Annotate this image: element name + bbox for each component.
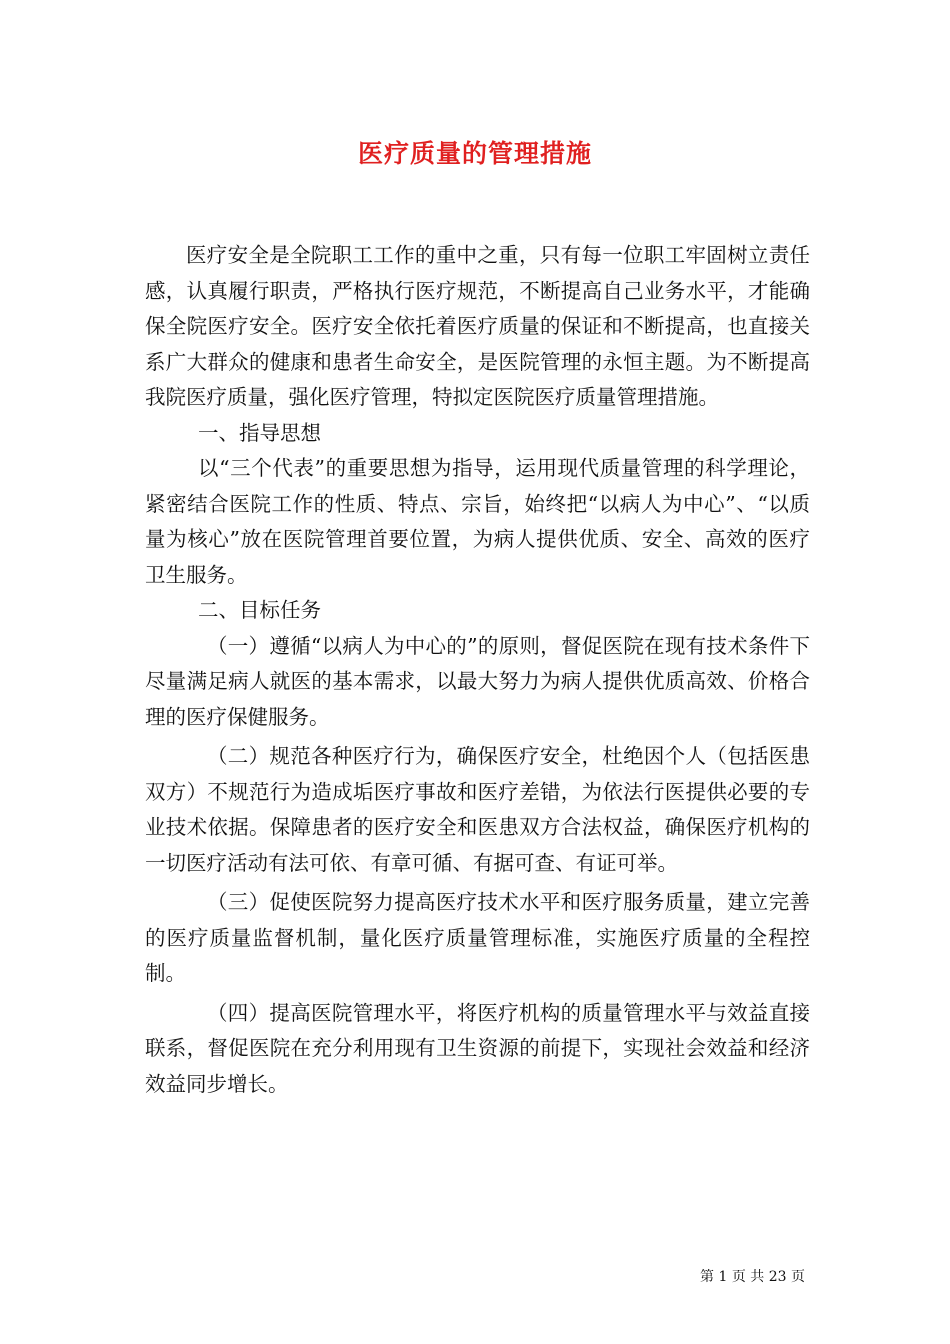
intro-paragraph: 医疗安全是全院职工工作的重中之重，只有每一位职工牢固树立责任感，认真履行职责，严格执行医疗规范，不断提高自己业务水平，才能确保全院医疗安全。医疗安全依托着医疗质量的保证和不断提高，也直接关系广大群众的健康和患者生命安全，是医院管理的永恒主题。为不断提高我院医疗质量，强化医疗管理，特拟定医院医疗质量管理措施。 <box>145 243 810 409</box>
guiding-ideology-paragraph: 以“三个代表”的重要思想为指导，运用现代质量管理的科学理论，紧密结合医院工作的性质、特点、宗旨，始终把“以病人为中心”、“以质量为核心”放在医院管理首要位置，为病人提供优质、安全、高效的医疗卫生服务。 <box>145 456 810 587</box>
goal-item-4: （四）提高医院管理水平，将医疗机构的质量管理水平与效益直接联系，督促医院在充分利用现有卫生资源的前提下，实现社会效益和经济效益同步增长。 <box>145 1000 810 1096</box>
document-body <box>145 238 810 1102</box>
document-title: 医疗质量的管理措施 <box>357 139 592 168</box>
goal-item-1: （一）遵循“以病人为中心的”的原则，督促医院在现有技术条件下尽量满足病人就医的基本需求，以最大努力为病人提供优质高效、价格合理的医疗保健服务。 <box>145 633 810 729</box>
section-heading-goals: 二、目标任务 <box>198 598 321 622</box>
page-number: 第 1 页 共 23 页 <box>700 1269 805 1285</box>
section-heading-guiding-ideology: 一、指导思想 <box>198 420 321 445</box>
goal-item-3: （三）促使医院努力提高医疗技术水平和医疗服务质量，建立完善的医疗质量监督机制，量化医疗质量管理标准，实施医疗质量的全程控制。 <box>145 890 810 985</box>
goal-item-2: （二）规范各种医疗行为，确保医疗安全，杜绝因个人（包括医患双方）不规范行为造成垢医疗事故和医疗差错，为依法行医提供必要的专业技术依据。保障患者的医疗安全和医患双方合法权益，确保医疗机构的一切医疗活动有法可依、有章可循、有据可查、有证可举。 <box>145 744 810 875</box>
